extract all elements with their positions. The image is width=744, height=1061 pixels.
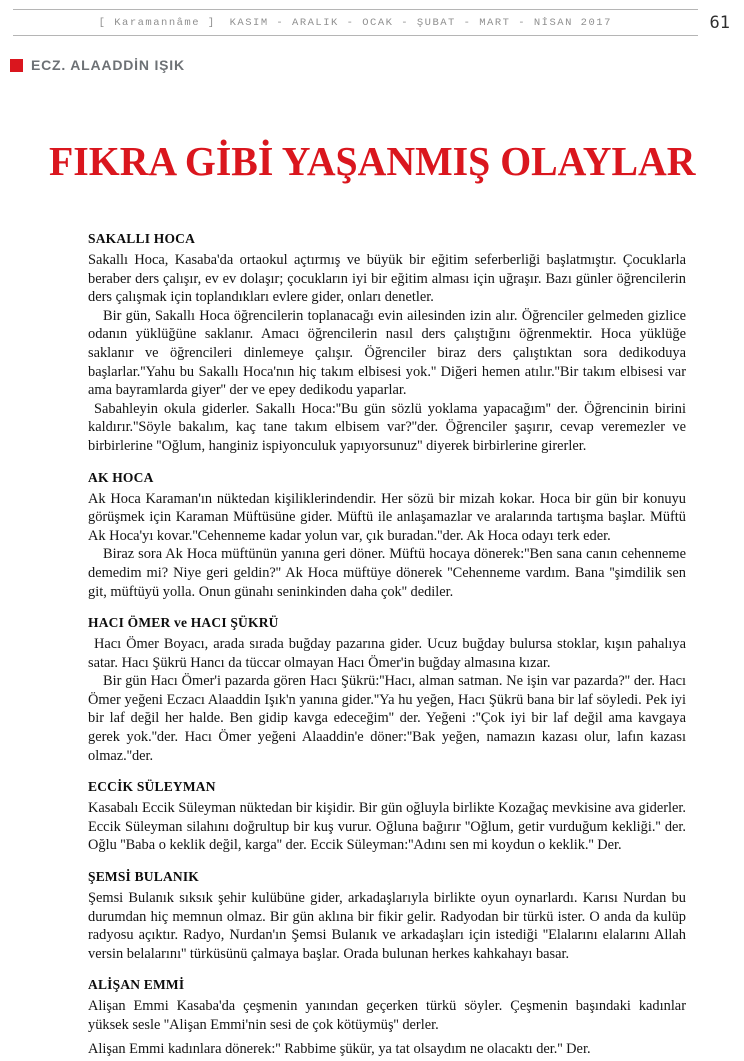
story-paragraph: Şemsi Bulanık sıksık şehir kulübüne gider, arkadaşlarıyla birlikte oyun oynarlardı. Karısı Nurdan bu durumdan hiç memnun olmaz. Bir gün aklına bir fikir gelir. Radyodan bir türkü ister. O anda da kulüp radyosu açıktır. Radyo, Nurdan'ın Şemsi Bulanık ve arkadaşları için istediği ''Elalarını elalarını Allah versin belalarını'' türküsünü çalmaya başlar. Orada bulunan herkes kahkahayı basar. xyxy=(88,890,686,962)
story-paragraph: Bir gün Hacı Ömer'i pazarda gören Hacı Şükrü:''Hacı, alman satman. Ne işin var pazarda?'' der. Hacı Ömer yeğeni Eczacı Alaaddin Işık'n yanına gider.''Ya hu yeğen, Hacı Şükrü bana bir laf söyledi. Pek iyi bir laf değil her halde. Ben gidip kavga edeceğim'' der. Yeğeni :''Çok iyi bir laf değil ama kavgaya gerek yok.''der. Hacı Ömer yeğeni Alaaddin'e döner:''Bak yeğen, namazın kazası olur, lafın kazası olmaz.''der. xyxy=(88,673,686,764)
section-heading: AK HOCA xyxy=(88,469,154,485)
story-section xyxy=(88,470,686,602)
story-paragraph: Alişan Emmi kadınlara dönerek:'' Rabbime şükür, ya tat olsaydım ne olacaktı der.'' Der. xyxy=(88,1040,591,1057)
article-body xyxy=(88,231,686,1058)
section-heading: ALİŞAN EMMİ xyxy=(88,977,185,993)
header-band xyxy=(13,9,698,36)
story-paragraph: Hacı Ömer Boyacı, arada sırada buğday pazarına gider. Ucuz buğday bulursa stoklar, kışın pahalıya satar. Hacı Şükrü Hancı da tüccar olmayan Hacı Ömer'in buğday almasına kızar. xyxy=(88,636,686,671)
red-square-bullet-icon xyxy=(10,59,23,72)
story-paragraph: Biraz sora Ak Hoca müftünün yanına geri döner. Müftü hocaya dönerek:''Ben sana canın cehenneme demedim mi? Niye geri geldin?'' Ak Hoca müftüye dönerek ''Cehenneme vardım. Bana ''şimdilik sen git, müftüyü yolla. Onun günahı seninkinden daha çok'' dediler. xyxy=(88,546,686,600)
section-heading: ŞEMSİ BULANIK xyxy=(88,869,200,885)
story-paragraph: Ak Hoca Karaman'ın nüktedan kişiliklerindendir. Her sözü bir mizah kokar. Hoca bir gün bir konuyu görüşmek için Karaman Müftüsüne gider. Müftü ile anlaşamazlar ve aralarında tartışma başlar. Müftü Ak Hoca'yı kovar.''Cehenneme kadar yolun var, çık buradan.''der. Ak Hoca odayı terk eder. xyxy=(88,490,686,544)
story-paragraph: Alişan Emmi Kasaba'da çeşmenin yanından geçerken türkü söyler. Çeşmenin başındaki kadınlar yüksek sesle ''Alişan Emmi'nin sesi de çok kötüymüş'' derler. xyxy=(88,998,686,1033)
section-heading: ECCİK SÜLEYMAN xyxy=(88,779,216,795)
story-paragraph: Sabahleyin okula giderler. Sakallı Hoca:''Bu gün sözlü yoklama yapacağım'' der. Öğrencinin birini kaldırır.''Söyle bakalım, kaç tane takım elbisem var?''der. Öğrenciler şaşırır, cevap veremezler ve birbirlerine ''Oğlum, hanginiz ispiyonculuk yapıyorsunuz'' diyerek birbirlerine girerler. xyxy=(88,400,686,454)
story-paragraph: Kasabalı Eccik Süleyman nüktedan bir kişidir. Bir gün oğluyla birlikte Kozağaç mevkisine ava giderler. Eccik Süleyman silahını doğrultup bir kuş vurur. Oğluna bağırır ''Oğlum, getir vurduğum kekliği.'' der. Oğlu ''Baba o keklik değil, karga'' der. Eccik Süleyman:''Adını sen mi koydun o keklik.'' Der. xyxy=(88,800,686,854)
story-paragraph: Sakallı Hoca, Kasaba'da ortaokul açtırmış ve büyük bir eğitim seferberliği başlatmıştır. Çocuklarla beraber ders çalışır, ev ev dolaşır; çocukların iyi bir eğitim alması için uğraşır. Bazı günler öğrencilerin ders çalışmak için toplandıkları evlere gider, onları denetler. xyxy=(88,252,686,306)
page-number: 61 xyxy=(709,12,730,33)
story-section xyxy=(88,615,686,765)
issue-months: KASIM - ARALIK - OCAK - ŞUBAT - MART - NİSAN 2017 xyxy=(229,16,612,29)
article-title: FIKRA GİBİ YAŞANMIŞ OLAYLAR xyxy=(48,138,696,184)
story-section xyxy=(88,779,686,855)
author-name: ECZ. ALAADDİN IŞIK xyxy=(31,57,185,73)
byline xyxy=(10,57,744,73)
story-section xyxy=(88,231,686,456)
journal-name: [ Karamannâme ] xyxy=(98,16,216,29)
article-title-wrap xyxy=(0,137,744,185)
story-section xyxy=(88,977,686,1058)
section-heading: SAKALLI HOCA xyxy=(88,231,196,246)
page-header xyxy=(13,9,730,36)
story-paragraph: Bir gün, Sakallı Hoca öğrencilerin toplanacağı evin ailesinden izin alır. Öğrenciler gelmeden gizlice odanın yüklüğüne saklanır. Amacı öğrencilerin nasıl ders çalıştığını öğrenmektir. Hoca yüklüğe saklanır ve öğrencileri dinlemeye çalışır. Öğrenciler biraz ders çalıştıktan sora dedikoduya başlarlar.''Yahu bu Sakallı Hoca'nın hiç takım elbisesi yok.'' Diğeri hemen atılır.''Bir takım elbisesi var ama bayramlarda giyer'' der ve epey dedikodu yaparlar. xyxy=(88,307,686,399)
story-section xyxy=(88,869,686,963)
section-heading: HACI ÖMER ve HACI ŞÜKRÜ xyxy=(88,615,279,631)
